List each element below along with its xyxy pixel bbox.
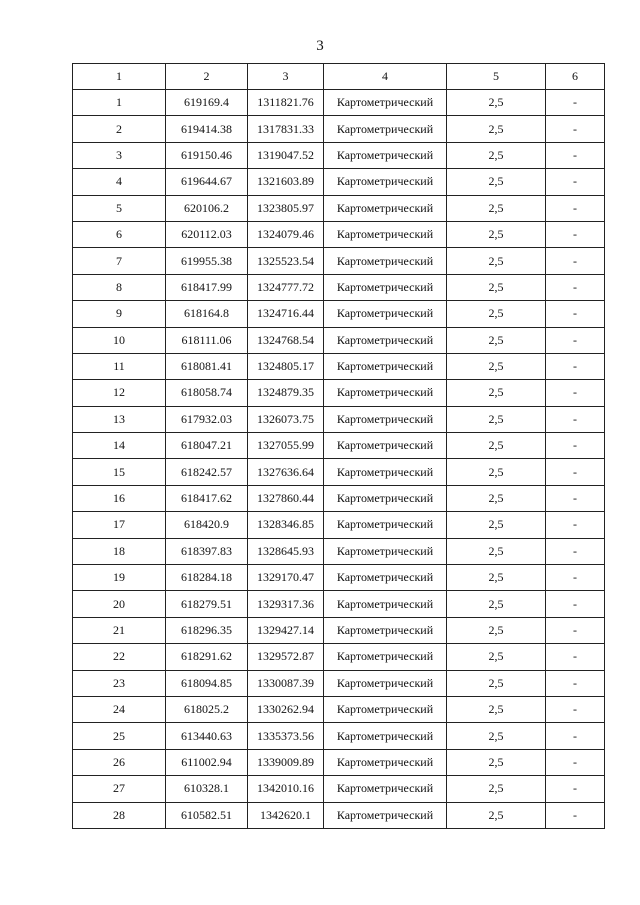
cell-x-coordinate: 620106.2 [166, 195, 248, 221]
cell-method: Картометрический [324, 776, 447, 802]
cell-point-number: 24 [73, 696, 166, 722]
table-row [73, 142, 605, 168]
cell-point-number: 2 [73, 116, 166, 142]
cell-note: - [546, 406, 605, 432]
table-row [73, 301, 605, 327]
cell-x-coordinate: 613440.63 [166, 723, 248, 749]
cell-method: Картометрический [324, 221, 447, 247]
cell-method: Картометрический [324, 670, 447, 696]
cell-method: Картометрический [324, 723, 447, 749]
cell-point-number: 16 [73, 485, 166, 511]
cell-note: - [546, 802, 605, 828]
header-cell-2: 2 [166, 64, 248, 90]
table-body [73, 64, 605, 829]
cell-point-number: 17 [73, 512, 166, 538]
table-row [73, 644, 605, 670]
cell-y-coordinate: 1324777.72 [248, 274, 324, 300]
table-row [73, 565, 605, 591]
cell-y-coordinate: 1324879.35 [248, 380, 324, 406]
cell-point-number: 21 [73, 617, 166, 643]
table-row [73, 248, 605, 274]
table-row [73, 195, 605, 221]
header-cell-3: 3 [248, 64, 324, 90]
header-row [73, 64, 605, 90]
cell-method: Картометрический [324, 301, 447, 327]
cell-method: Картометрический [324, 802, 447, 828]
cell-point-number: 13 [73, 406, 166, 432]
cell-x-coordinate: 618417.99 [166, 274, 248, 300]
cell-note: - [546, 353, 605, 379]
cell-note: - [546, 723, 605, 749]
cell-point-number: 20 [73, 591, 166, 617]
cell-x-coordinate: 618397.83 [166, 538, 248, 564]
cell-accuracy: 2,5 [447, 512, 546, 538]
cell-method: Картометрический [324, 433, 447, 459]
cell-point-number: 23 [73, 670, 166, 696]
cell-method: Картометрический [324, 617, 447, 643]
cell-point-number: 1 [73, 90, 166, 116]
cell-point-number: 10 [73, 327, 166, 353]
header-cell-1: 1 [73, 64, 166, 90]
cell-note: - [546, 116, 605, 142]
cell-note: - [546, 591, 605, 617]
table-row [73, 512, 605, 538]
cell-method: Картометрический [324, 142, 447, 168]
cell-y-coordinate: 1325523.54 [248, 248, 324, 274]
cell-note: - [546, 433, 605, 459]
page-number: 3 [316, 38, 324, 54]
header-cell-6: 6 [546, 64, 605, 90]
cell-point-number: 19 [73, 565, 166, 591]
cell-method: Картометрический [324, 565, 447, 591]
table-row [73, 538, 605, 564]
table-row [73, 327, 605, 353]
table-row [73, 485, 605, 511]
cell-y-coordinate: 1324805.17 [248, 353, 324, 379]
coordinates-table [72, 63, 605, 829]
cell-accuracy: 2,5 [447, 485, 546, 511]
table-row [73, 459, 605, 485]
header-cell-5: 5 [447, 64, 546, 90]
cell-method: Картометрический [324, 327, 447, 353]
cell-y-coordinate: 1321603.89 [248, 169, 324, 195]
cell-point-number: 8 [73, 274, 166, 300]
cell-x-coordinate: 619169.4 [166, 90, 248, 116]
cell-accuracy: 2,5 [447, 459, 546, 485]
cell-x-coordinate: 610328.1 [166, 776, 248, 802]
cell-accuracy: 2,5 [447, 380, 546, 406]
cell-note: - [546, 169, 605, 195]
cell-x-coordinate: 618164.8 [166, 301, 248, 327]
cell-note: - [546, 248, 605, 274]
cell-method: Картометрический [324, 380, 447, 406]
cell-method: Картометрический [324, 406, 447, 432]
table-row [73, 353, 605, 379]
cell-y-coordinate: 1317831.33 [248, 116, 324, 142]
cell-y-coordinate: 1330262.94 [248, 696, 324, 722]
cell-method: Картометрический [324, 90, 447, 116]
cell-method: Картометрический [324, 353, 447, 379]
table-row [73, 802, 605, 828]
table-row [73, 591, 605, 617]
cell-accuracy: 2,5 [447, 301, 546, 327]
cell-point-number: 6 [73, 221, 166, 247]
cell-y-coordinate: 1329317.36 [248, 591, 324, 617]
cell-point-number: 14 [73, 433, 166, 459]
cell-note: - [546, 459, 605, 485]
cell-method: Картометрический [324, 749, 447, 775]
cell-method: Картометрический [324, 538, 447, 564]
cell-accuracy: 2,5 [447, 802, 546, 828]
cell-x-coordinate: 611002.94 [166, 749, 248, 775]
cell-note: - [546, 485, 605, 511]
table-row [73, 776, 605, 802]
cell-note: - [546, 327, 605, 353]
cell-accuracy: 2,5 [447, 353, 546, 379]
cell-accuracy: 2,5 [447, 142, 546, 168]
cell-method: Картометрический [324, 485, 447, 511]
cell-y-coordinate: 1342010.16 [248, 776, 324, 802]
cell-x-coordinate: 619414.38 [166, 116, 248, 142]
table-row [73, 90, 605, 116]
cell-x-coordinate: 618081.41 [166, 353, 248, 379]
table-row [73, 116, 605, 142]
table-row [73, 169, 605, 195]
cell-y-coordinate: 1335373.56 [248, 723, 324, 749]
cell-accuracy: 2,5 [447, 644, 546, 670]
cell-accuracy: 2,5 [447, 696, 546, 722]
cell-y-coordinate: 1324079.46 [248, 221, 324, 247]
cell-y-coordinate: 1328645.93 [248, 538, 324, 564]
table-row [73, 723, 605, 749]
cell-y-coordinate: 1323805.97 [248, 195, 324, 221]
cell-accuracy: 2,5 [447, 90, 546, 116]
cell-note: - [546, 538, 605, 564]
cell-x-coordinate: 618094.85 [166, 670, 248, 696]
cell-y-coordinate: 1339009.89 [248, 749, 324, 775]
cell-accuracy: 2,5 [447, 195, 546, 221]
cell-accuracy: 2,5 [447, 116, 546, 142]
cell-point-number: 18 [73, 538, 166, 564]
cell-accuracy: 2,5 [447, 327, 546, 353]
cell-note: - [546, 749, 605, 775]
cell-accuracy: 2,5 [447, 591, 546, 617]
cell-point-number: 26 [73, 749, 166, 775]
cell-point-number: 27 [73, 776, 166, 802]
cell-x-coordinate: 620112.03 [166, 221, 248, 247]
table-row [73, 670, 605, 696]
table-row [73, 749, 605, 775]
table-row [73, 221, 605, 247]
cell-note: - [546, 565, 605, 591]
cell-accuracy: 2,5 [447, 617, 546, 643]
cell-y-coordinate: 1328346.85 [248, 512, 324, 538]
cell-x-coordinate: 618111.06 [166, 327, 248, 353]
cell-note: - [546, 380, 605, 406]
cell-x-coordinate: 618047.21 [166, 433, 248, 459]
table-row [73, 380, 605, 406]
cell-x-coordinate: 618058.74 [166, 380, 248, 406]
cell-point-number: 5 [73, 195, 166, 221]
cell-method: Картометрический [324, 116, 447, 142]
cell-x-coordinate: 618296.35 [166, 617, 248, 643]
cell-accuracy: 2,5 [447, 221, 546, 247]
cell-method: Картометрический [324, 248, 447, 274]
cell-note: - [546, 644, 605, 670]
cell-x-coordinate: 618242.57 [166, 459, 248, 485]
cell-method: Картометрический [324, 591, 447, 617]
cell-x-coordinate: 618291.62 [166, 644, 248, 670]
table-row [73, 406, 605, 432]
cell-y-coordinate: 1329170.47 [248, 565, 324, 591]
cell-y-coordinate: 1329427.14 [248, 617, 324, 643]
cell-x-coordinate: 610582.51 [166, 802, 248, 828]
cell-method: Картометрический [324, 274, 447, 300]
cell-x-coordinate: 619644.67 [166, 169, 248, 195]
cell-point-number: 4 [73, 169, 166, 195]
cell-y-coordinate: 1330087.39 [248, 670, 324, 696]
cell-accuracy: 2,5 [447, 723, 546, 749]
cell-y-coordinate: 1342620.1 [248, 802, 324, 828]
cell-note: - [546, 301, 605, 327]
cell-method: Картометрический [324, 512, 447, 538]
cell-method: Картометрический [324, 169, 447, 195]
cell-accuracy: 2,5 [447, 406, 546, 432]
cell-note: - [546, 90, 605, 116]
cell-note: - [546, 221, 605, 247]
cell-x-coordinate: 618284.18 [166, 565, 248, 591]
cell-note: - [546, 670, 605, 696]
cell-y-coordinate: 1311821.76 [248, 90, 324, 116]
cell-accuracy: 2,5 [447, 538, 546, 564]
cell-method: Картометрический [324, 696, 447, 722]
cell-method: Картометрический [324, 195, 447, 221]
cell-accuracy: 2,5 [447, 169, 546, 195]
header-cell-4: 4 [324, 64, 447, 90]
table-row [73, 617, 605, 643]
cell-note: - [546, 274, 605, 300]
cell-accuracy: 2,5 [447, 274, 546, 300]
cell-y-coordinate: 1319047.52 [248, 142, 324, 168]
cell-accuracy: 2,5 [447, 670, 546, 696]
cell-y-coordinate: 1327055.99 [248, 433, 324, 459]
cell-accuracy: 2,5 [447, 565, 546, 591]
cell-point-number: 22 [73, 644, 166, 670]
cell-x-coordinate: 619955.38 [166, 248, 248, 274]
cell-point-number: 15 [73, 459, 166, 485]
cell-y-coordinate: 1327860.44 [248, 485, 324, 511]
cell-method: Картометрический [324, 644, 447, 670]
cell-x-coordinate: 618417.62 [166, 485, 248, 511]
cell-accuracy: 2,5 [447, 248, 546, 274]
cell-y-coordinate: 1326073.75 [248, 406, 324, 432]
cell-point-number: 9 [73, 301, 166, 327]
cell-point-number: 12 [73, 380, 166, 406]
cell-accuracy: 2,5 [447, 749, 546, 775]
cell-y-coordinate: 1324768.54 [248, 327, 324, 353]
table-row [73, 274, 605, 300]
cell-note: - [546, 512, 605, 538]
cell-note: - [546, 776, 605, 802]
cell-y-coordinate: 1329572.87 [248, 644, 324, 670]
cell-note: - [546, 195, 605, 221]
cell-point-number: 7 [73, 248, 166, 274]
cell-point-number: 3 [73, 142, 166, 168]
cell-point-number: 25 [73, 723, 166, 749]
cell-accuracy: 2,5 [447, 433, 546, 459]
table-row [73, 696, 605, 722]
cell-x-coordinate: 618279.51 [166, 591, 248, 617]
table-row [73, 433, 605, 459]
cell-point-number: 11 [73, 353, 166, 379]
cell-x-coordinate: 617932.03 [166, 406, 248, 432]
cell-method: Картометрический [324, 459, 447, 485]
cell-y-coordinate: 1324716.44 [248, 301, 324, 327]
cell-note: - [546, 142, 605, 168]
cell-x-coordinate: 619150.46 [166, 142, 248, 168]
cell-x-coordinate: 618420.9 [166, 512, 248, 538]
cell-note: - [546, 696, 605, 722]
cell-y-coordinate: 1327636.64 [248, 459, 324, 485]
cell-x-coordinate: 618025.2 [166, 696, 248, 722]
cell-point-number: 28 [73, 802, 166, 828]
cell-note: - [546, 617, 605, 643]
cell-accuracy: 2,5 [447, 776, 546, 802]
